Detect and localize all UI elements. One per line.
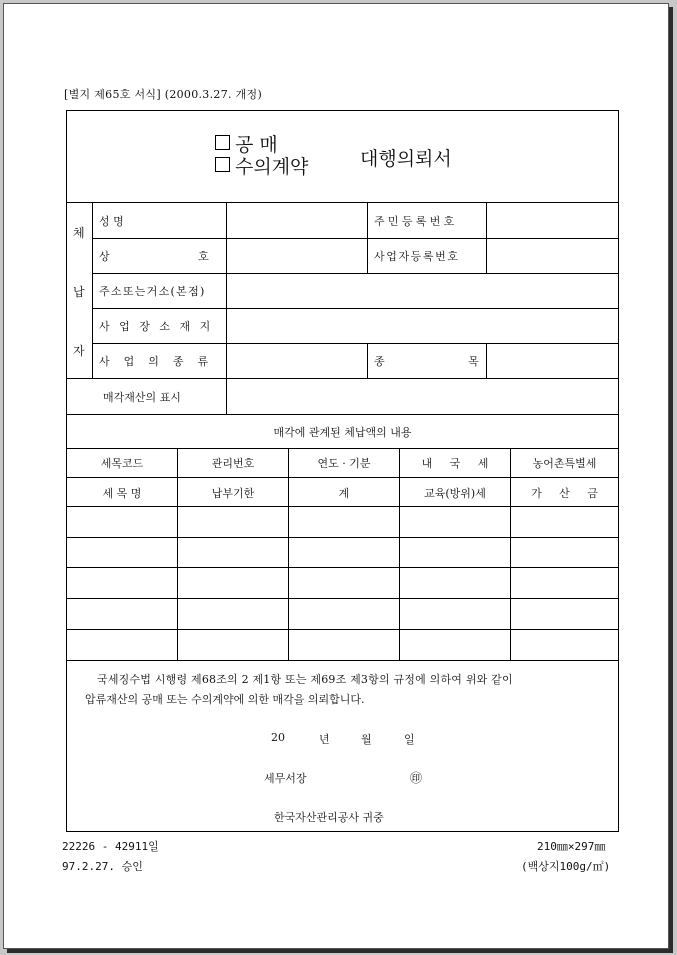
business-location-field[interactable] <box>227 309 618 343</box>
business-type-field[interactable] <box>227 344 366 378</box>
table-row[interactable] <box>67 630 618 660</box>
resident-no-field[interactable] <box>487 203 618 238</box>
header-year-period: 연도 · 기분 <box>317 457 371 470</box>
side-label-che: 체 <box>73 226 85 240</box>
option-private-contract-label: 수의계약 <box>235 156 309 178</box>
business-no-field[interactable] <box>487 239 618 273</box>
label-resident-no: 주민등록번호 <box>374 215 458 228</box>
form-page <box>3 3 669 949</box>
request-statement-line2: 압류재산의 공매 또는 수의계약에 의한 매각을 의뢰합니다. <box>85 693 365 706</box>
form-number: 22226 - 42911일 <box>62 840 159 853</box>
form-header-note: [별지 제65호 서식] (2000.3.27. 개정) <box>64 88 263 101</box>
company-field[interactable] <box>227 239 366 273</box>
property-display-field[interactable] <box>227 379 618 414</box>
signature-label: 세무서장 <box>264 772 307 785</box>
label-company: 상 호 <box>99 250 209 263</box>
table-row[interactable] <box>67 507 618 537</box>
side-label-ja: 자 <box>73 344 85 358</box>
request-form <box>66 110 619 832</box>
date-day-label: 일 <box>404 733 415 746</box>
name-field[interactable] <box>227 203 366 238</box>
header-education-tax: 교육(방위)세 <box>424 487 486 500</box>
checkbox-public-auction[interactable] <box>215 135 230 150</box>
recipient: 한국자산관리공사 귀중 <box>274 811 384 824</box>
paper-type: (백상지100g/㎡) <box>521 860 611 873</box>
label-property-display: 매각재산의 표시 <box>103 391 181 404</box>
side-label-nap: 납 <box>73 285 85 299</box>
table-row[interactable] <box>67 599 618 629</box>
label-business-location: 사업장소재지 <box>99 320 220 333</box>
paper-size: 210㎜×297㎜ <box>537 840 606 853</box>
header-penalty: 가 산 금 <box>531 487 598 500</box>
approval-date: 97.2.27. 승인 <box>62 860 143 873</box>
date-prefix: 20 <box>271 731 285 744</box>
checkbox-private-contract[interactable] <box>215 157 230 172</box>
date-month-label: 월 <box>361 733 372 746</box>
label-name: 성 명 <box>99 215 124 228</box>
option-public-auction-label: 공 매 <box>235 134 278 156</box>
label-business-type: 사업의종류 <box>99 355 223 368</box>
label-business-item: 종 목 <box>374 355 479 368</box>
header-management-no: 관리번호 <box>211 457 255 470</box>
arrears-section-title: 매각에 관계된 체납액의 내용 <box>273 426 412 439</box>
header-total: 계 <box>338 487 350 500</box>
business-item-field[interactable] <box>487 344 618 378</box>
header-domestic-tax: 내 국 세 <box>421 457 489 470</box>
label-address: 주소또는거소(본점) <box>99 285 206 298</box>
label-business-no: 사업자등록번호 <box>374 250 460 263</box>
header-payment-deadline: 납부기한 <box>211 487 255 500</box>
address-field[interactable] <box>227 274 618 308</box>
date-year-label: 년 <box>319 733 330 746</box>
header-tax-item-name: 세 목 명 <box>102 487 142 500</box>
table-row[interactable] <box>67 538 618 567</box>
header-rural-special-tax: 농어촌특별세 <box>532 457 597 470</box>
header-tax-code: 세목코드 <box>100 457 144 470</box>
form-title: 대행의뢰서 <box>360 148 452 170</box>
seal-mark: ㊞ <box>410 771 423 785</box>
table-row[interactable] <box>67 568 618 598</box>
request-statement-line1: 국세징수법 시행령 제68조의 2 제1항 또는 제69조 제3항의 규정에 의하여 위와 같이 <box>97 673 513 686</box>
